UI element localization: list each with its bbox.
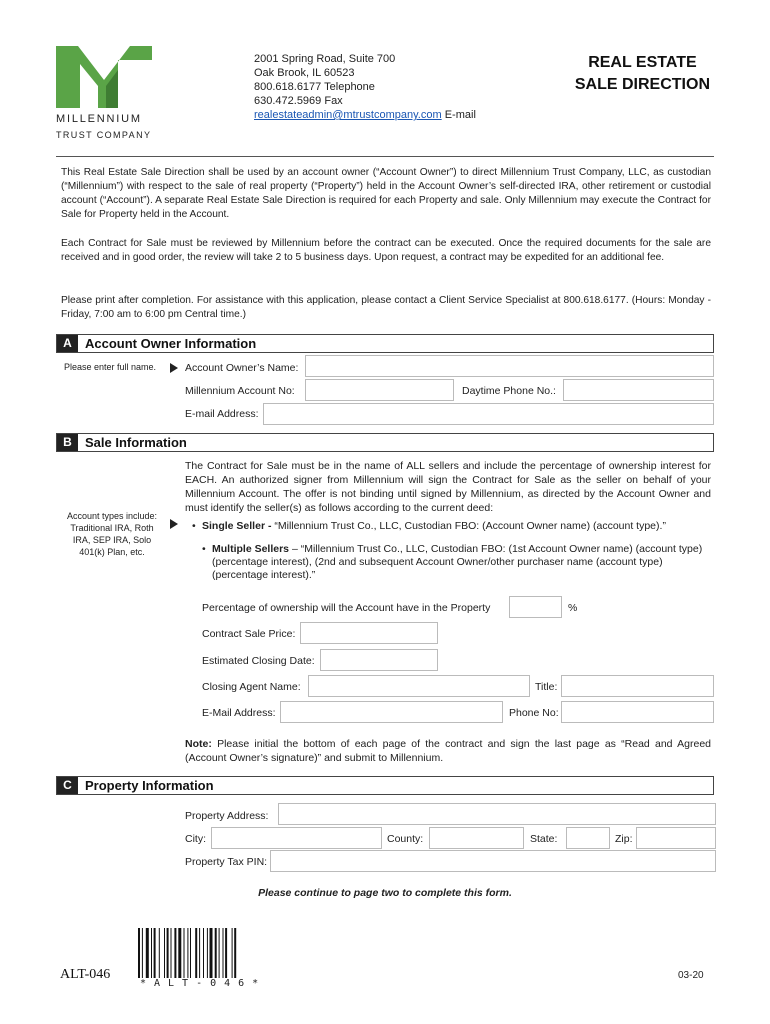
sale-info-intro: The Contract for Sale must be in the name of ALL sellers and include the percentage of ownership interest for EACH. An authorized signer from Millennium will sign the Contract for Sale as the seller on behalf of your Millennium Account. The offer is not binding until signed by Millennium, as directed by the Account Owner and must identify the seller(s) as follows according to the current deed:: [185, 460, 711, 514]
zip-input[interactable]: [636, 827, 716, 849]
form-number: ALT-046: [60, 967, 111, 982]
daytime-phone-label: Daytime Phone No.:: [462, 385, 556, 397]
closing-agent-title-input[interactable]: [561, 675, 714, 697]
closing-agent-email-input[interactable]: [280, 701, 503, 723]
intro-paragraph-1: This Real Estate Sale Direction shall be used by an account owner (“Account Owner”) to direct Millennium Trust Company, LLC, as custodian (“Millennium”) with respect to the sale of real property (“Property”) held in the Account Owner’s self-directed IRA, other retirement or custodial account (“Account”). A separate Real Estate Sale Direction is required for each Property and sale. Only Millennium may execute the Contract for Sale for Property held in the Account.: [61, 167, 711, 220]
daytime-phone-input[interactable]: [563, 379, 714, 401]
bullet-icon: •: [192, 520, 196, 532]
continue-note: Please continue to page two to complete this form.: [258, 887, 512, 899]
barcode-bar: [171, 928, 172, 978]
section-a-title: Account Owner Information: [85, 336, 257, 351]
barcode: [138, 928, 268, 978]
barcode-bar: [223, 928, 224, 978]
barcode-text: *ALT-046*: [140, 978, 267, 989]
barcode-bar: [195, 928, 197, 978]
barcode-bar: [219, 928, 220, 978]
closing-agent-email-label: E-Mail Address:: [202, 707, 276, 719]
section-c-letter: C: [57, 777, 78, 794]
barcode-bar: [210, 928, 213, 978]
owner-name-input[interactable]: [305, 355, 714, 377]
section-b-letter: B: [57, 434, 78, 451]
closing-agent-name-label: Closing Agent Name:: [202, 681, 301, 693]
contract-price-label: Contract Sale Price:: [202, 628, 296, 640]
account-types-note: [60, 510, 164, 558]
property-tax-pin-input[interactable]: [270, 850, 716, 872]
account-no-label: Millennium Account No:: [185, 385, 295, 397]
barcode-bar: [232, 928, 233, 978]
state-label: State:: [530, 833, 558, 845]
account-no-input[interactable]: [305, 379, 454, 401]
state-input[interactable]: [566, 827, 610, 849]
intro-paragraph-3: Please print after completion. For assistance with this application, please contact a Client Service Specialist at 800.618.6177. (Hours: Monday - Friday, 7:00 am to 6:00 pm Central time.): [61, 295, 711, 320]
barcode-bar: [164, 928, 165, 978]
closing-date-label: Estimated Closing Date:: [202, 655, 315, 667]
ownership-percent-label: Percentage of ownership will the Account have in the Property: [202, 602, 491, 614]
address-line1: 2001 Spring Road, Suite 700: [254, 53, 396, 65]
city-input[interactable]: [211, 827, 382, 849]
note-label: Note:: [185, 738, 212, 750]
address-phone: 800.618.6177 Telephone: [254, 81, 375, 93]
owner-email-input[interactable]: [263, 403, 714, 425]
header-divider: [56, 156, 714, 157]
intro-paragraph-2: Each Contract for Sale must be reviewed by Millennium before the contract can be executed. Once the required documents for the sale are received and in good order, the review will take 2 to 5 business days. Upon request, a contract may be expedited for an additional fee.: [61, 238, 711, 263]
barcode-bar: [184, 928, 185, 978]
multiple-sellers-item: [202, 543, 712, 582]
contract-price-input[interactable]: [300, 622, 438, 644]
barcode-bar: [190, 928, 191, 978]
barcode-bar: [187, 928, 188, 978]
property-address-input[interactable]: [278, 803, 716, 825]
city-label: City:: [185, 833, 206, 845]
address-fax: 630.472.5969 Fax: [254, 95, 343, 107]
county-label: County:: [387, 833, 424, 845]
barcode-bar: [142, 928, 143, 978]
section-b-title: Sale Information: [85, 435, 187, 450]
barcode-bar: [199, 928, 200, 978]
single-seller-title: Single Seller -: [202, 520, 272, 532]
multiple-sellers-text: – “Millennium Trust Co., LLC, Custodian FBO: (1st Account Owner name) (account type) (percentage interest), (2nd and subsequent Account Owner/other purchaser name (account type) (percentage interest).”: [212, 543, 703, 581]
zip-label: Zip:: [615, 833, 633, 845]
ownership-percent-input[interactable]: [509, 596, 562, 618]
full-name-hint: Please enter full name.: [64, 362, 157, 372]
account-types-line1: Account types include:: [66, 511, 158, 521]
email-label: E-mail: [444, 109, 476, 121]
bullet-icon: •: [202, 543, 206, 555]
form-title: [575, 52, 710, 96]
single-seller-item: [192, 520, 712, 533]
account-types-line4: 401(k) Plan, etc.: [79, 547, 145, 557]
arrow-right-icon: [170, 363, 178, 373]
section-b-header: [56, 433, 714, 452]
owner-email-label: E-mail Address:: [185, 408, 259, 420]
single-seller-text: “Millennium Trust Co., LLC, Custodian FBO: (Account Owner name) (account type).”: [274, 520, 666, 532]
barcode-bar: [207, 928, 208, 978]
barcode-bar: [178, 928, 181, 978]
barcode-bar: [151, 928, 152, 978]
closing-agent-phone-label: Phone No:: [509, 707, 559, 719]
section-c-header: [56, 776, 714, 795]
logo-company-subtitle: TRUST COMPANY: [56, 130, 152, 140]
county-input[interactable]: [429, 827, 524, 849]
barcode-bar: [225, 928, 227, 978]
revision-date: 03-20: [678, 970, 704, 981]
address-line2: Oak Brook, IL 60523: [254, 67, 355, 79]
barcode-bar: [234, 928, 236, 978]
form-title-line1: REAL ESTATE: [588, 54, 697, 71]
section-c-title: Property Information: [85, 778, 214, 793]
property-tax-pin-label: Property Tax PIN:: [185, 856, 268, 868]
sale-note: [185, 737, 711, 765]
note-text: Please initial the bottom of each page of the contract and sign the last page as “Read and Agreed (Account Owner’s signature)” and submit to Millennium.: [185, 738, 712, 764]
arrow-right-icon: [170, 519, 178, 529]
barcode-bar: [146, 928, 149, 978]
closing-agent-title-label: Title:: [535, 681, 558, 693]
property-address-label: Property Address:: [185, 810, 269, 822]
barcode-bar: [203, 928, 204, 978]
barcode-bar: [167, 928, 169, 978]
email-link[interactable]: realestateadmin@mtrustcompany.com: [254, 109, 442, 121]
logo-company-name: MILLENNIUM: [56, 113, 142, 125]
form-title-line2: SALE DIRECTION: [574, 76, 710, 93]
barcode-bar: [154, 928, 156, 978]
barcode-bar: [215, 928, 217, 978]
barcode-bar: [174, 928, 176, 978]
section-a-letter: A: [57, 335, 78, 352]
barcode-bar: [138, 928, 140, 978]
closing-date-input[interactable]: [320, 649, 438, 671]
section-a-header: [56, 334, 714, 353]
millennium-logo: [56, 46, 152, 142]
closing-agent-name-input[interactable]: [308, 675, 530, 697]
multiple-sellers-title: Multiple Sellers: [212, 543, 290, 555]
owner-name-label: Account Owner’s Name:: [185, 362, 299, 374]
closing-agent-phone-input[interactable]: [561, 701, 714, 723]
percent-sign: %: [568, 602, 578, 614]
account-types-line2: Traditional IRA, Roth: [70, 523, 154, 533]
company-address: [254, 52, 476, 122]
barcode-bar: [159, 928, 160, 978]
account-types-line3: IRA, SEP IRA, Solo: [72, 535, 152, 545]
